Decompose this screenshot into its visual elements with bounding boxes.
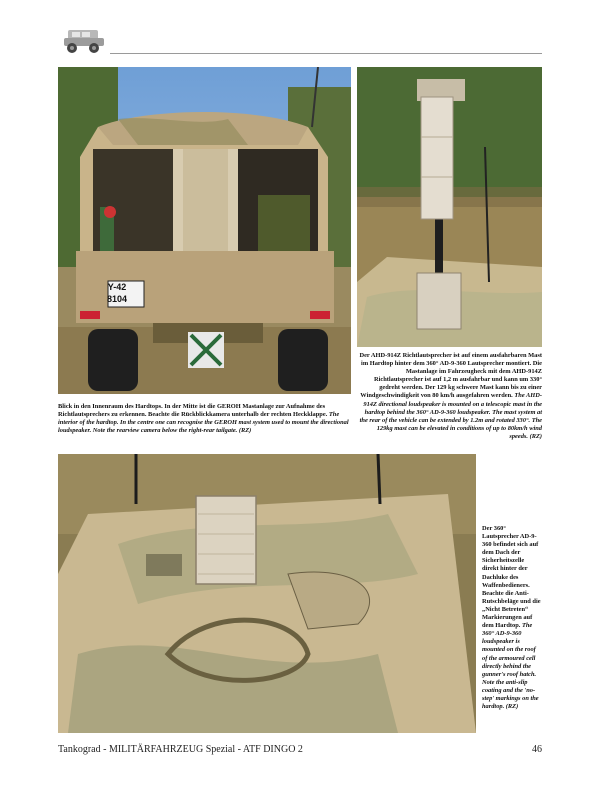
caption-left-german: Blick in den Innenraum des Hardtops. In der Mitte ist die GEROH Mastanlage zur Aufnahme des Richtlautsprechers zu erkennen. Beachte die Rückblickkamera unterhalb der rechten Heckklappe. [58,403,328,419]
caption-left [58,403,351,435]
page-number: 46 [532,744,542,755]
vehicle-logo-icon [60,24,106,56]
caption-right [357,352,542,441]
license-plate-bottom: 8104 [106,294,128,304]
header-rule [110,53,542,54]
caption-bottom-english: The 360° AD-9-360 loudspeaker is mounted on the roof of the armoured cell directly behind the gunner's roof hatch. Note the anti-slip coating and the 'no-step' markings on the hardtop. (RZ) [482,622,539,711]
caption-bottom-german: Der 360° Lautsprecher AD-9-360 befindet sich auf dem Dach der Sicherheitszelle direkt hinter der Dachluke des Waffenbedieners. Beachte die Anti-Rutschbeläge und die „Nicht Betreten“ Markierungen auf dem Hardtop. [482,525,541,630]
caption-left-english: The interior of the hardtop. In the centre one can recognise the GEROH mast system used to mount the directional loudspeaker. Note the rearview camera below the right-rear tailgate. (RZ) [58,411,349,435]
photo-roof-loudspeaker [58,454,476,733]
photo-vehicle-rear [58,67,351,394]
caption-right-english: The AHD-914Z directional loudspeaker is mounted on a telescopic mast in the hardtop behind the 360° AD-9-360 loudspeaker. The mast system at the rear of the vehicle can be extended by 1.2m and rotated 330°. The 129kg mast can be elevated in conditions of up to 80km/h wind speeds. (RZ) [359,392,542,440]
caption-right-german: Der AHD-914Z Richtlautsprecher ist auf einem ausfahrbaren Mast im Hardtop hinter dem 360° AD-9-360 Lautsprecher montiert. Die Mastanlage im Fahrzeugheck mit dem AHD-914Z Richtlautsprecher ist auf 1,2 m ausfahrbar und kann um 330° gedreht werden. Der 129 kg schwere Mast kann bis zu einer Windgeschwindigkeit von 80 km/h ausgefahren werden. [359,352,542,400]
caption-bottom [482,525,542,711]
license-plate [100,281,134,307]
photo-mast-loudspeaker [357,67,542,347]
footer-title: Tankograd - MILITÄRFAHRZEUG Spezial - ATF DINGO 2 [58,744,303,755]
license-plate-top: Y-42 [107,282,127,292]
